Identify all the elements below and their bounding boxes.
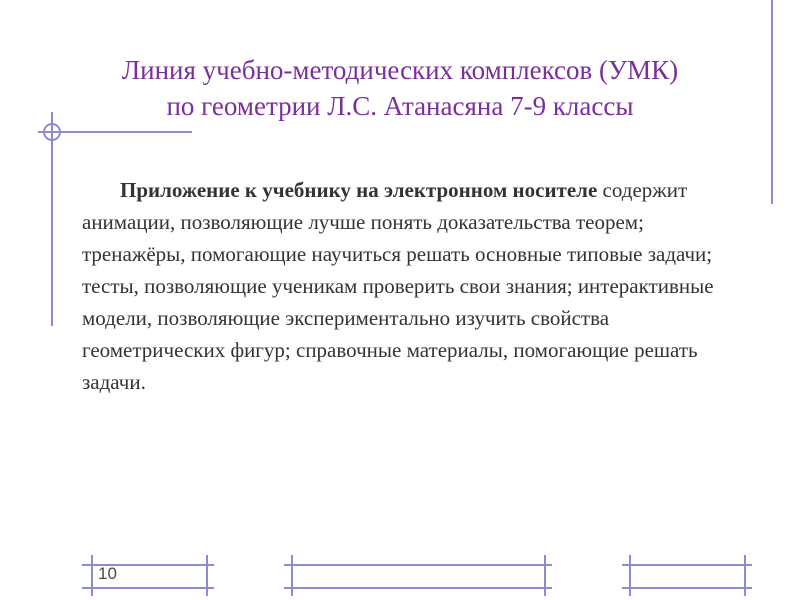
body-lead-bold: Приложение к учебнику на электронном носителе [120, 178, 598, 202]
body-text-rest: содержит анимации, позволяющие лучше понять доказательства теорем; тренажёры, помогающие научиться решать основные типовые задачи; тесты, позволяющие ученикам проверить свои знания; интерактивные модели, позволяющие экспериментально изучить свойства геометрических фигур; справочные материалы, помогающие решать задачи. [82, 178, 714, 394]
slide-title [40, 52, 760, 124]
slide-title-line-1: Линия учебно-методических комплексов (УМК) [121, 55, 679, 85]
slide-body-paragraph [82, 174, 742, 398]
slide-title-line-2: по геометрии Л.С. Атанасяна 7-9 классы [166, 91, 634, 121]
page-number: 10 [98, 564, 117, 583]
